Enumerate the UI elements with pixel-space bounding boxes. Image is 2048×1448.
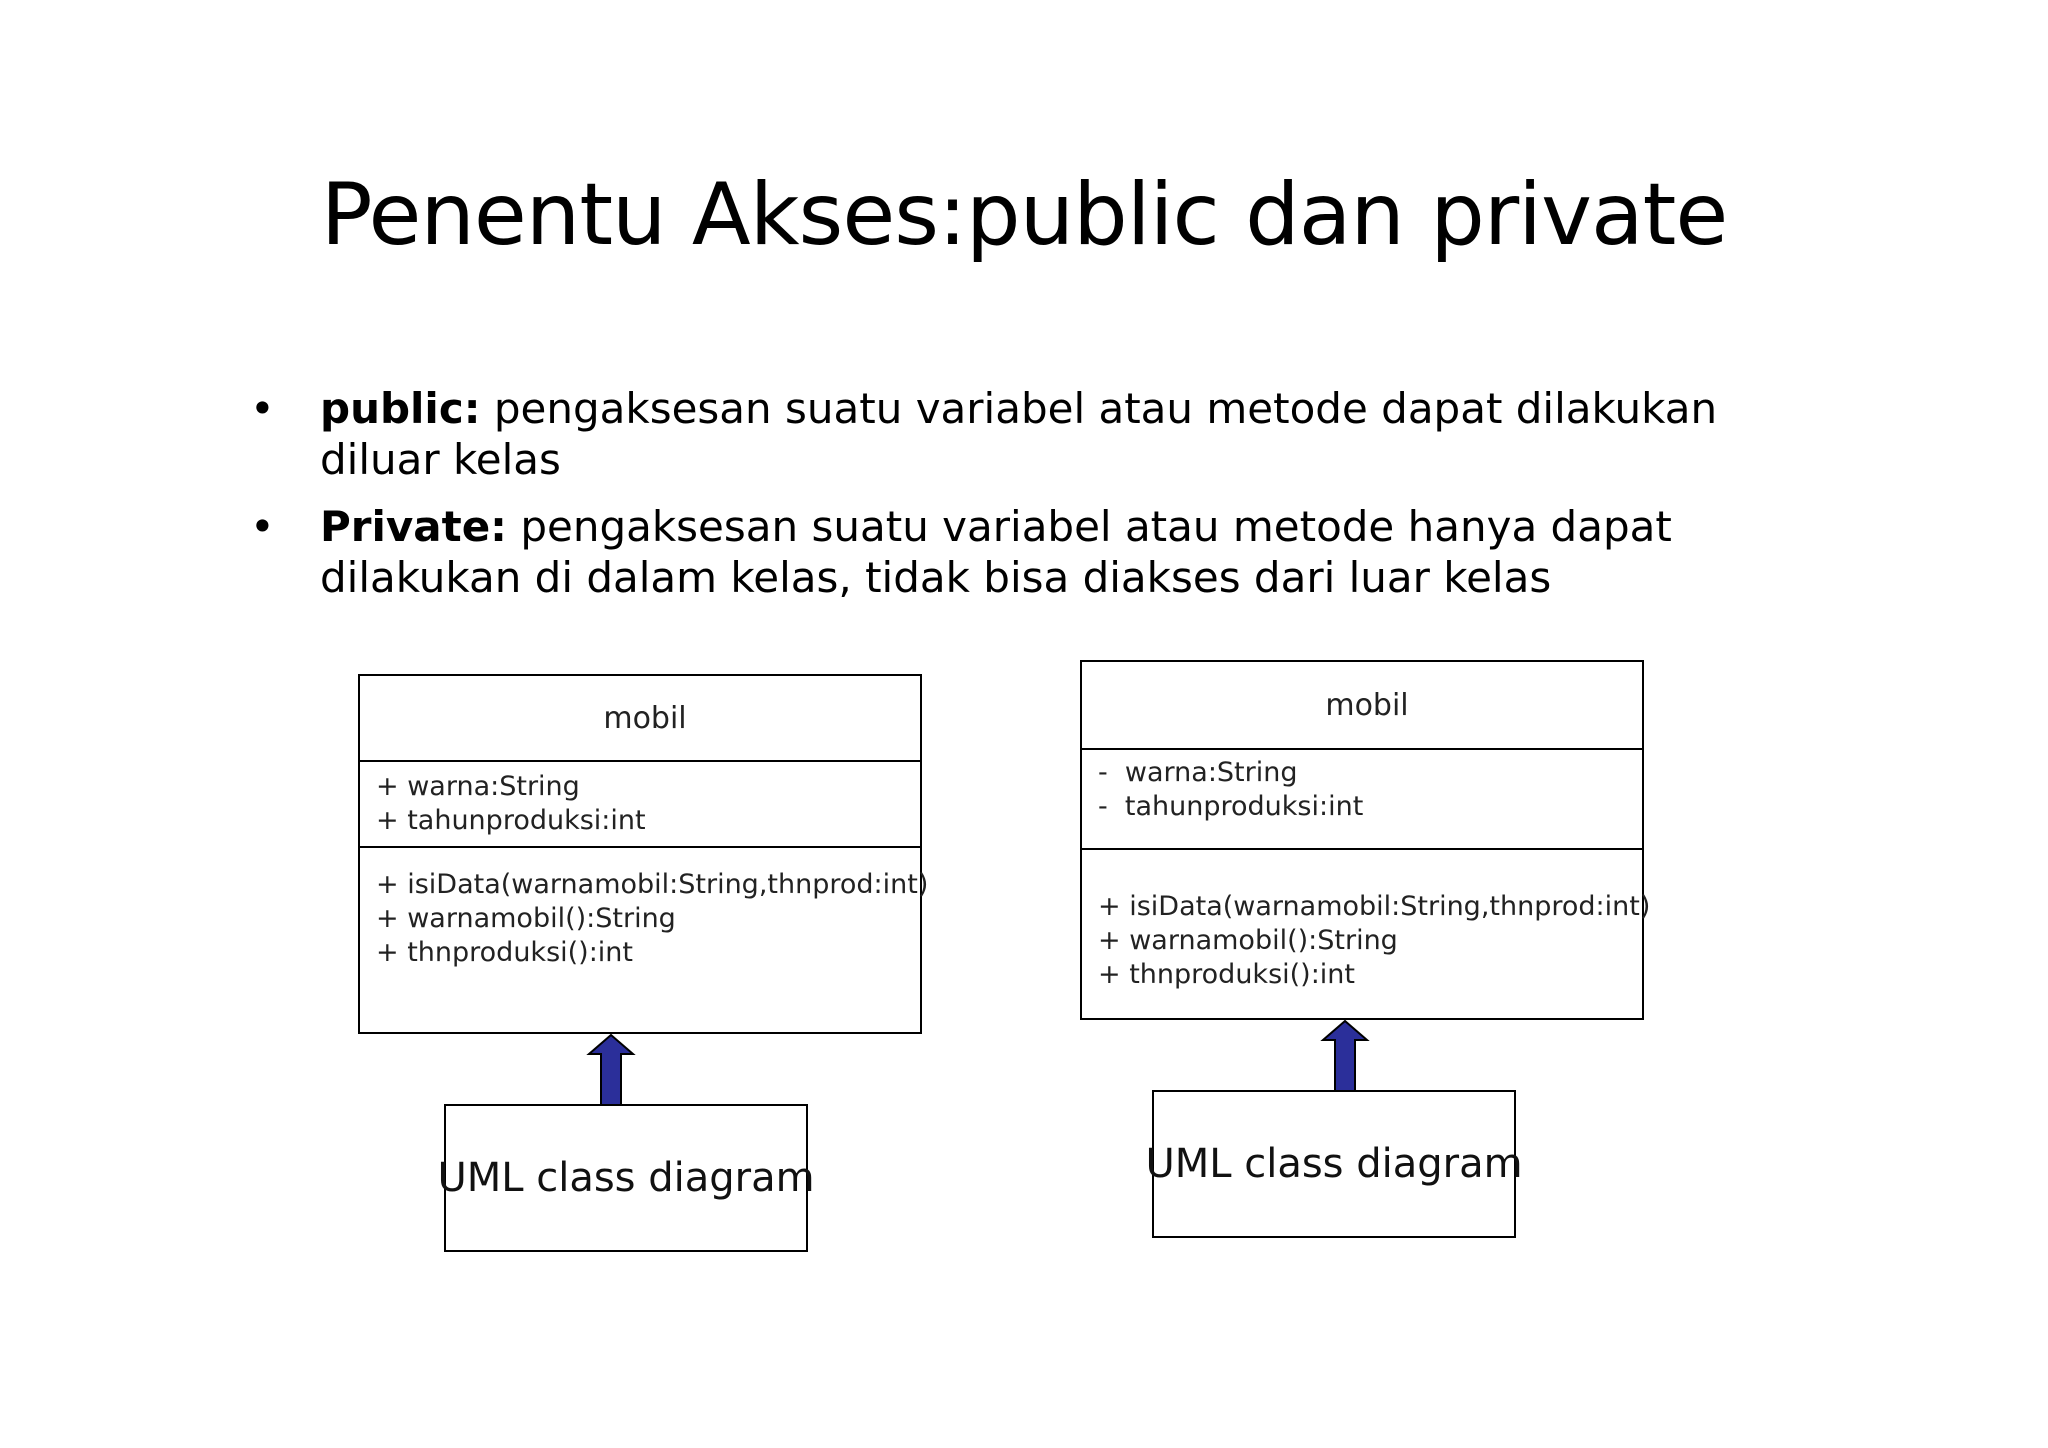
uml-method: + thnproduksi():int bbox=[376, 937, 634, 968]
bullet-term-private: Private: bbox=[320, 502, 507, 551]
uml-method: + isiData(warnamobil:String,thnprod:int) bbox=[376, 869, 929, 900]
uml-attribute: + tahunproduksi:int bbox=[376, 805, 646, 836]
uml-attribute: - warna:String bbox=[1098, 757, 1298, 788]
uml-class-left bbox=[358, 674, 929, 1034]
uml-method: + warnamobil():String bbox=[1098, 925, 1398, 956]
bullet-text-private: pengaksesan suatu variabel atau metode hanya dapat dilakukan di dalam kelas, tidak bisa diakses dari luar kelas bbox=[320, 502, 1672, 602]
uml-attribute: - tahunproduksi:int bbox=[1098, 791, 1364, 822]
uml-attribute: + warna:String bbox=[376, 771, 580, 802]
uml-class-name-right: mobil bbox=[1082, 662, 1642, 750]
arrow-up-icon-shape bbox=[589, 1035, 633, 1106]
slide-title: Penentu Akses:public dan private bbox=[320, 165, 1728, 265]
uml-class-name-left: mobil bbox=[360, 676, 920, 762]
bullet-list bbox=[250, 383, 1810, 619]
arrow-up-icon-shape bbox=[1323, 1021, 1367, 1092]
bullet-term-public: public: bbox=[320, 384, 481, 433]
bullet-dot-icon: • bbox=[250, 384, 275, 433]
uml-label-right: UML class diagram bbox=[1152, 1090, 1516, 1238]
uml-methods-left bbox=[360, 848, 929, 970]
uml-method: + isiData(warnamobil:String,thnprod:int) bbox=[1098, 891, 1651, 922]
bullet-text-public: pengaksesan suatu variabel atau metode dapat dilakukan diluar kelas bbox=[320, 384, 1718, 484]
arrow-up-icon bbox=[1320, 1020, 1370, 1092]
uml-class-right bbox=[1080, 660, 1651, 1020]
uml-method: + warnamobil():String bbox=[376, 903, 676, 934]
arrow-up-icon bbox=[586, 1034, 636, 1106]
uml-attributes-right bbox=[1082, 750, 1642, 850]
uml-label-left: UML class diagram bbox=[444, 1104, 808, 1252]
bullet-public bbox=[250, 383, 1810, 485]
bullet-dot-icon: • bbox=[250, 502, 275, 551]
bullet-private bbox=[250, 501, 1810, 603]
uml-methods-right bbox=[1082, 850, 1651, 992]
uml-attributes-left bbox=[360, 762, 920, 848]
uml-method: + thnproduksi():int bbox=[1098, 959, 1356, 990]
